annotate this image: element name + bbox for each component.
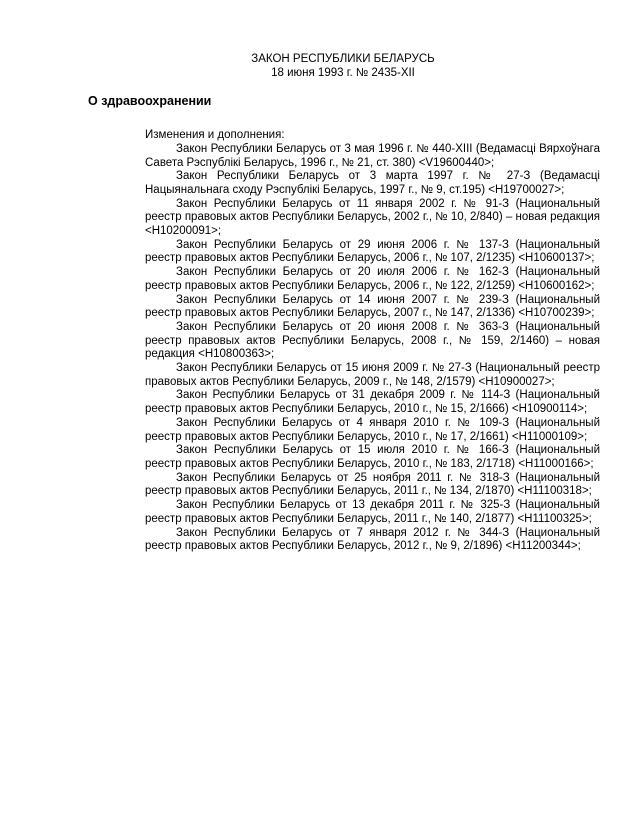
amendment-paragraph: Закон Республики Беларусь от 31 декабря 2009 г. № 114-З (Национальный реестр правовых актов Республики Беларусь, 2010 г., № 15, 2/1666) <H10900114>; xyxy=(145,389,600,416)
amendments-section xyxy=(145,129,600,554)
amendment-paragraph: Закон Республики Беларусь от 4 января 2010 г. № 109-З (Национальный реестр правовых актов Республики Беларусь, 2010 г., № 17, 2/1661) <H11000109>; xyxy=(145,416,600,443)
amendment-paragraph: Закон Республики Беларусь от 25 ноября 2011 г. № 318-З (Национальный реестр правовых актов Республики Беларусь, 2011 г., № 134, 2/1870) <H11100318>; xyxy=(145,471,600,498)
amendment-paragraph: Закон Республики Беларусь от 29 июня 2006 г. № 137-З (Национальный реестр правовых актов Республики Беларусь, 2006 г., № 107, 2/1235) <H10600137>; xyxy=(145,238,600,265)
amendment-paragraph: Закон Республики Беларусь от 3 мая 1996 г. № 440-XIII (Ведамасці Вярхоўнага Савета Рэспублікі Беларусь, 1996 г., № 21, ст. 380) <V19600440>; xyxy=(145,142,600,169)
amendment-paragraph: Закон Республики Беларусь от 7 января 2012 г. № 344-З (Национальный реестр правовых актов Республики Беларусь, 2012 г., № 9, 2/1896) <H11200344>; xyxy=(145,526,600,553)
amendment-paragraph: Закон Республики Беларусь от 20 июня 2008 г. № 363-З (Национальный реестр правовых актов Республики Беларусь, 2008 г., № 159, 2/1460) – новая редакция <H10800363>; xyxy=(145,320,600,361)
amendment-paragraph: Закон Республики Беларусь от 20 июля 2006 г. № 162-З (Национальный реестр правовых актов Республики Беларусь, 2006 г., № 122, 2/1259) <H10600162>; xyxy=(145,266,600,292)
document-header xyxy=(88,53,598,80)
amendment-paragraph: Закон Республики Беларусь от 13 декабря 2011 г. № 325-З (Национальный реестр правовых актов Республики Беларусь, 2011 г., № 140, 2/1877) <H11100325>; xyxy=(145,499,600,525)
law-date-line: 18 июня 1993 г. № 2435-XII xyxy=(271,66,415,79)
amendment-paragraph: Закон Республики Беларусь от 15 июля 2010 г. № 166-З (Национальный реестр правовых актов Республики Беларусь, 2010 г., № 183, 2/1718) <H11000166>; xyxy=(145,444,600,470)
law-title-line: ЗАКОН РЕСПУБЛИКИ БЕЛАРУСЬ xyxy=(251,53,435,65)
amendment-paragraph: Закон Республики Беларусь от 15 июня 2009 г. № 27-З (Национальный реестр правовых актов Республики Беларусь, 2009 г., № 148, 2/1579) <H10900027>; xyxy=(145,362,600,388)
amendments-label: Изменения и дополнения: xyxy=(145,129,285,142)
amendment-paragraph: Закон Республики Беларусь от 14 июня 2007 г. № 239-З (Национальный реестр правовых актов Республики Беларусь, 2007 г., № 147, 2/1336) <H10700239>; xyxy=(145,293,600,320)
amendment-paragraph: Закон Республики Беларусь от 11 января 2002 г. № 91-З (Национальный реестр правовых актов Республики Беларусь, 2002 г., № 10, 2/840) – новая редакция <H10200091>; xyxy=(145,197,600,238)
document-title: О здравоохранении xyxy=(88,94,212,109)
amendment-paragraph: Закон Республики Беларусь от 3 марта 1997 г. № 27-З (Ведамасці Нацыянальнага сходу Рэспублікі Беларусь, 1997 г., № 9, ст.195) <H19700027>; xyxy=(145,170,600,196)
